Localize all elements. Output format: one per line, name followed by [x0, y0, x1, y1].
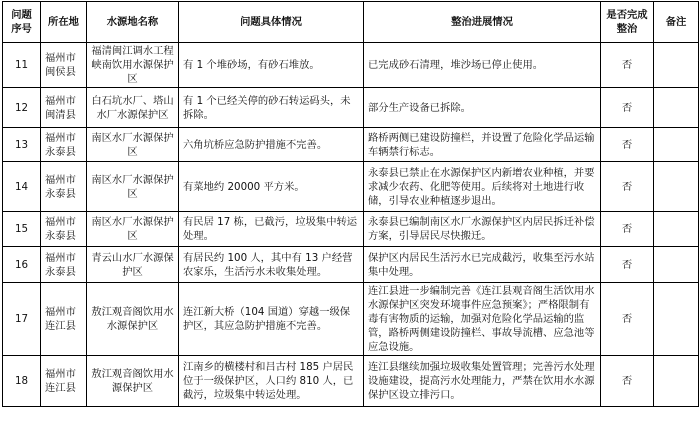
cell-num: 18	[3, 356, 41, 407]
cell-source: 敖江观音阁饮用水水源保护区	[87, 283, 179, 356]
cell-location: 福州市永泰县	[41, 162, 87, 212]
cell-completed: 否	[601, 43, 654, 88]
cell-completed: 否	[601, 88, 654, 128]
cell-completed: 否	[601, 162, 654, 212]
table-row	[3, 43, 699, 88]
cell-progress: 已完成砂石清理，堆沙场已停止使用。	[364, 43, 601, 88]
cell-location: 福州市连江县	[41, 283, 87, 356]
header-progress: 整治进展情况	[364, 2, 601, 43]
cell-num: 17	[3, 283, 41, 356]
header-remarks: 备注	[654, 2, 699, 43]
cell-progress: 永泰县已编制南区水厂水源保护区内居民拆迁补偿方案，引导居民尽快搬迁。	[364, 212, 601, 247]
cell-source: 福清闽江调水工程峡南饮用水源保护区	[87, 43, 179, 88]
cell-problem: 连江新大桥（104 国道）穿越一级保护区，其应急防护措施不完善。	[179, 283, 364, 356]
cell-completed: 否	[601, 283, 654, 356]
cell-completed: 否	[601, 247, 654, 283]
cell-remarks	[654, 128, 699, 162]
cell-progress: 连江县继续加强垃圾收集处置管理；完善污水处理设施建设，提高污水处理能力，严禁在饮用水水源保护区设立排污口。	[364, 356, 601, 407]
cell-remarks	[654, 43, 699, 88]
table-row	[3, 162, 699, 212]
cell-problem: 有菜地约 20000 平方米。	[179, 162, 364, 212]
cell-remarks	[654, 283, 699, 356]
table-row	[3, 128, 699, 162]
cell-remarks	[654, 247, 699, 283]
cell-location: 福州市永泰县	[41, 212, 87, 247]
cell-problem: 江南乡的横楼村和吕古村 185 户居民位于一级保护区，人口约 810 人，已截污，垃圾集中转运处理。	[179, 356, 364, 407]
header-completed: 是否完成整治	[601, 2, 654, 43]
cell-remarks	[654, 162, 699, 212]
table-row	[3, 212, 699, 247]
cell-source: 敖江观音阁饮用水源保护区	[87, 356, 179, 407]
header-row	[3, 2, 699, 43]
cell-source: 南区水厂水源保护区	[87, 162, 179, 212]
header-location: 所在地	[41, 2, 87, 43]
table-row	[3, 356, 699, 407]
cell-progress: 连江县进一步编制完善《连江县观音阁生活饮用水水源保护区突发环境事件应急预案》；严格限制有毒有害物质的运输，加强对危险化学品运输的监管，路桥两侧建设防撞栏、事故导流槽、应急池等应急设施。	[364, 283, 601, 356]
cell-location: 福州市永泰县	[41, 247, 87, 283]
cell-problem: 有居民约 100 人，其中有 13 户经营农家乐，生活污水未收集处理。	[179, 247, 364, 283]
cell-problem: 有 1 个已经关停的砂石转运码头，未拆除。	[179, 88, 364, 128]
cell-location: 福州市连江县	[41, 356, 87, 407]
cell-num: 16	[3, 247, 41, 283]
cell-source: 青云山水厂水源保护区	[87, 247, 179, 283]
cell-problem: 有 1 个堆砂场，有砂石堆放。	[179, 43, 364, 88]
cell-num: 12	[3, 88, 41, 128]
cell-completed: 否	[601, 212, 654, 247]
cell-source: 南区水厂水源保护区	[87, 212, 179, 247]
cell-num: 15	[3, 212, 41, 247]
cell-progress: 保护区内居民生活污水已完成截污，收集至污水站集中处理。	[364, 247, 601, 283]
cell-problem: 有民居 17 栋，已截污，垃圾集中转运处理。	[179, 212, 364, 247]
cell-remarks	[654, 212, 699, 247]
cell-remarks	[654, 356, 699, 407]
header-problem: 问题具体情况	[179, 2, 364, 43]
cell-completed: 否	[601, 128, 654, 162]
table-row	[3, 247, 699, 283]
cell-location: 福州市闽清县	[41, 88, 87, 128]
cell-num: 14	[3, 162, 41, 212]
rectification-table	[2, 1, 699, 407]
cell-source: 南区水厂水源保护区	[87, 128, 179, 162]
cell-location: 福州市永泰县	[41, 128, 87, 162]
cell-location: 福州市闽侯县	[41, 43, 87, 88]
cell-source: 白石坑水厂、塔山水厂水源保护区	[87, 88, 179, 128]
header-source: 水源地名称	[87, 2, 179, 43]
header-num: 问题序号	[3, 2, 41, 43]
table-row	[3, 88, 699, 128]
cell-problem: 六角坑桥应急防护措施不完善。	[179, 128, 364, 162]
cell-progress: 部分生产设备已拆除。	[364, 88, 601, 128]
cell-progress: 路桥两侧已建设防撞栏，并设置了危险化学品运输车辆禁行标志。	[364, 128, 601, 162]
cell-num: 13	[3, 128, 41, 162]
cell-completed: 否	[601, 356, 654, 407]
cell-remarks	[654, 88, 699, 128]
cell-num: 11	[3, 43, 41, 88]
table-row	[3, 283, 699, 356]
cell-progress: 永泰县已禁止在水源保护区内新增农业种植，并要求减少农药、化肥等使用。后续将对土地进行收储，引导农业种植逐步退出。	[364, 162, 601, 212]
